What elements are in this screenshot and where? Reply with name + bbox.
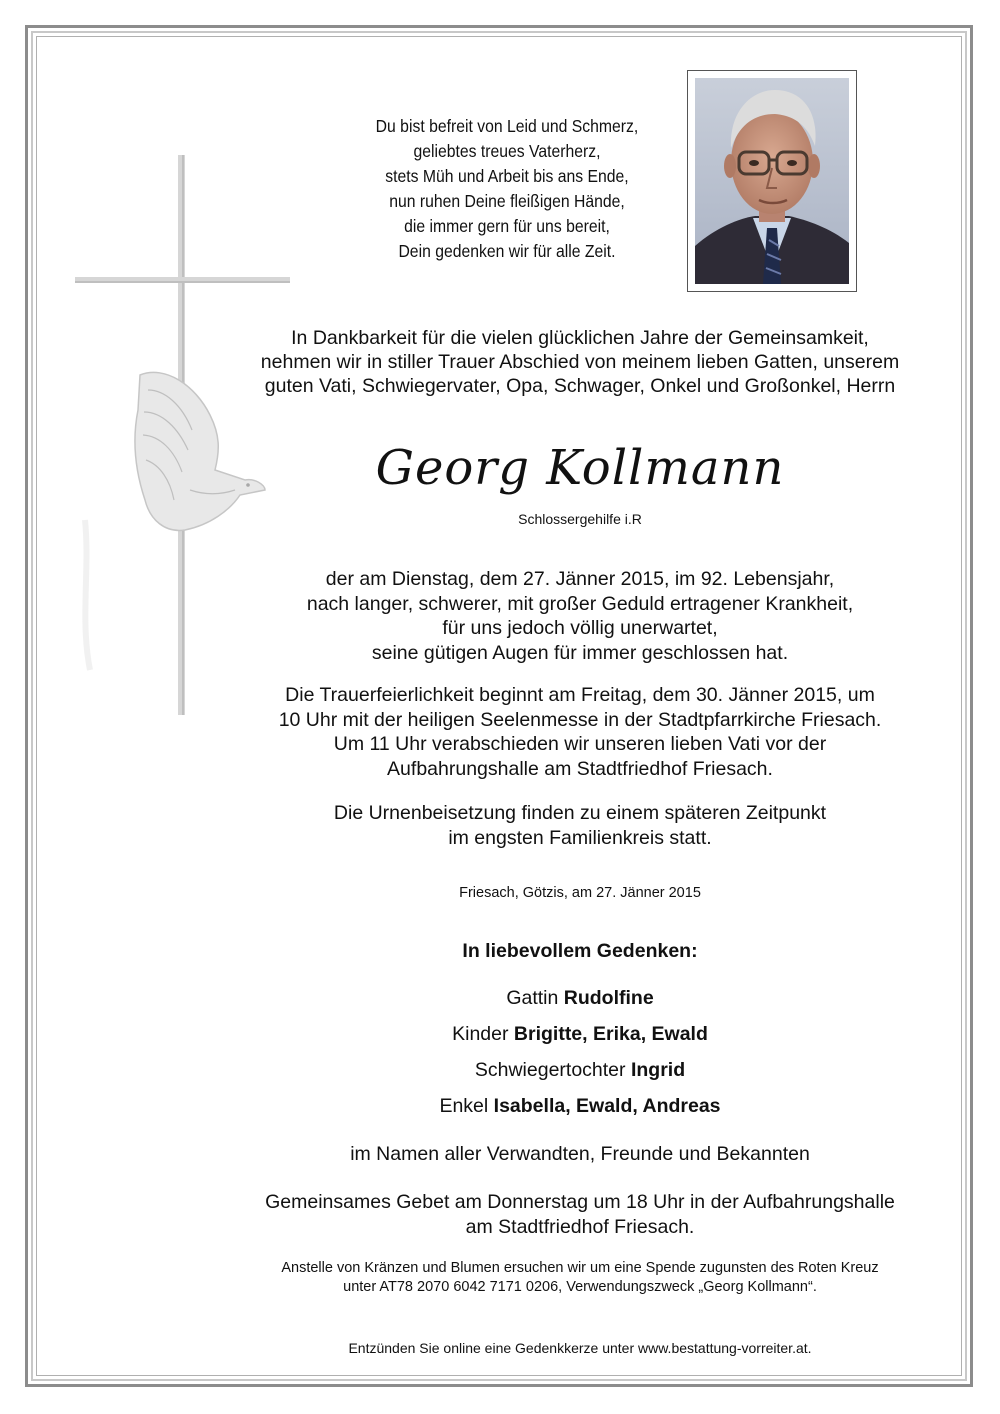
poem-line: stets Müh und Arbeit bis ans Ende, [385,166,629,186]
ceremony-line: Die Trauerfeierlichkeit beginnt am Freitag, dem 30. Jänner 2015, um [285,684,875,706]
ceremony-line: Aufbahrungshalle am Stadtfriedhof Friesach. [387,757,773,780]
on-behalf-line: im Namen aller Verwandten, Freunde und Bekannten [350,1143,810,1165]
ceremony-line: Um 11 Uhr verabschieden wir unseren lieben Vati vor der [333,733,827,755]
ceremony-line: 10 Uhr mit der heiligen Seelenmesse in der Stadtpfarrkirche Friesach. [278,708,882,731]
death-paragraph [180,567,980,665]
intro-line: nehmen wir in stiller Trauer Abschied von meinem lieben Gatten, unserem [260,351,900,373]
death-line: der am Dienstag, dem 27. Jänner 2015, im 92. Lebensjahr, [325,568,835,590]
place-date: Friesach, Götzis, am 27. Jänner 2015 [459,885,701,901]
prayer-paragraph [180,1190,980,1239]
poem-line: nun ruhen Deine fleißigen Hände, [389,191,625,211]
donation-line: Anstelle von Kränzen und Blumen ersuchen wir um eine Spende zugunsten des Roten Kreuz [281,1260,879,1276]
intro-paragraph [180,326,980,398]
family-relation: Kinder [452,1023,509,1045]
family-row-grandchildren [280,1093,880,1119]
ceremony-paragraph [180,683,980,781]
urn-paragraph [180,801,980,850]
donation-line: unter AT78 2070 6042 7171 0206, Verwendungszweck „Georg Kollmann“. [343,1279,817,1295]
poem-line: Du bist befreit von Leid und Schmerz, [375,116,639,136]
death-line: nach langer, schwerer, mit großer Geduld ertragener Krankheit, [306,592,854,615]
online-candle-note: Entzünden Sie online eine Gedenkkerze unter www.bestattung-vorreiter.at. [348,1340,812,1356]
memory-title: In liebevollem Gedenken: [462,940,698,962]
death-line: seine gütigen Augen für immer geschlossen hat. [371,641,789,664]
family-relation: Gattin [506,987,559,1009]
donation-note [180,1259,980,1297]
family-names: Rudolfine [563,987,654,1009]
family-names: Ingrid [630,1059,686,1081]
urn-line: im engsten Familienkreis statt. [448,826,712,849]
prayer-line: Gemeinsames Gebet am Donnerstag um 18 Uhr in der Aufbahrungshalle [265,1191,895,1213]
poem-line: Dein gedenken wir für alle Zeit. [398,241,616,261]
family-relation: Schwiegertochter [474,1059,626,1081]
poem-line: die immer gern für uns bereit, [404,216,610,236]
family-row-children [280,1021,880,1047]
portrait-frame [687,70,857,292]
deceased-name: Georg Kollmann [375,440,785,496]
family-names: Brigitte, Erika, Ewald [513,1023,708,1045]
poem [321,114,694,264]
prayer-line: am Stadtfriedhof Friesach. [465,1215,695,1238]
portrait-photo [695,78,849,284]
deceased-occupation: Schlossergehilfe i.R [518,511,642,527]
intro-line: In Dankbarkeit für die vielen glücklichen Jahre der Gemeinsamkeit, [291,327,869,349]
poem-line: geliebtes treues Vaterherz, [413,141,601,161]
intro-line: guten Vati, Schwiegervater, Opa, Schwager, Onkel und Großonkel, Herrn [264,375,896,397]
death-line: für uns jedoch völlig unerwartet, [442,617,718,639]
urn-line: Die Urnenbeisetzung finden zu einem späteren Zeitpunkt [333,802,827,824]
family-row-spouse [280,985,880,1011]
family-row-daughter-in-law [280,1057,880,1083]
family-names: Isabella, Ewald, Andreas [493,1095,721,1117]
family-relation: Enkel [439,1095,489,1117]
